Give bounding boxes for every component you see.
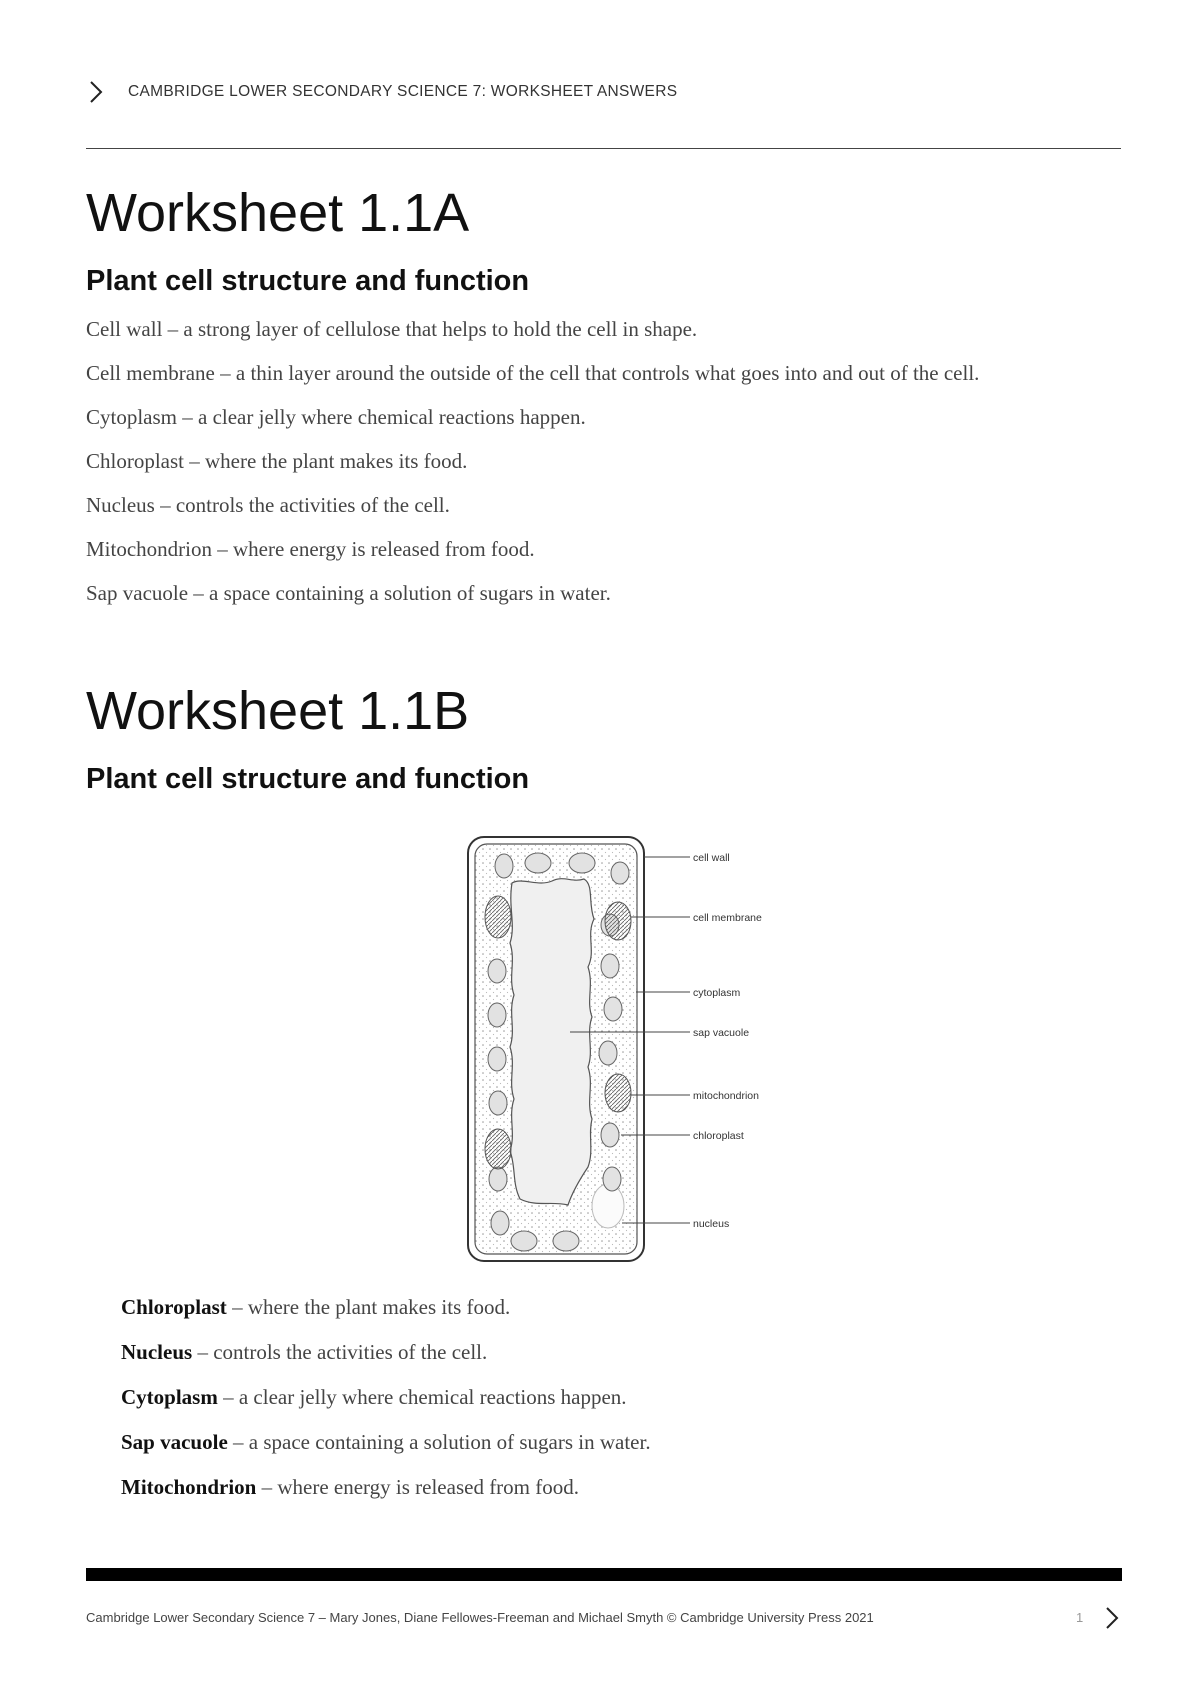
label-cell-wall: cell wall <box>693 852 730 864</box>
term: Sap vacuole <box>121 1430 228 1454</box>
definition: – where energy is released from food. <box>256 1475 580 1499</box>
chevron-right-icon <box>86 80 106 104</box>
definition-item <box>121 1291 1021 1324</box>
next-page-icon[interactable] <box>1104 1606 1120 1630</box>
worksheet-1-1a-title: Worksheet 1.1A <box>86 183 470 243</box>
definition-item <box>121 1426 1021 1459</box>
page-number: 1 <box>1076 1610 1084 1625</box>
definition-item <box>121 1336 1021 1369</box>
definition-item: Nucleus – controls the activities of the cell. <box>86 493 450 517</box>
definition: – a space containing a solution of sugars in water. <box>227 1430 651 1454</box>
term: Nucleus <box>121 1340 193 1364</box>
label-cytoplasm: cytoplasm <box>693 987 741 999</box>
label-sap-vacuole: sap vacuole <box>693 1027 750 1039</box>
definition-item: Cell wall – a strong layer of cellulose that helps to hold the cell in shape. <box>86 317 698 341</box>
term: Cytoplasm <box>121 1385 218 1409</box>
worksheet-1-1a-definitions <box>86 313 1076 621</box>
definition-item: Sap vacuole – a space containing a solution of sugars in water. <box>86 581 611 605</box>
definition: – a clear jelly where chemical reactions happen. <box>217 1385 627 1409</box>
worksheet-1-1b-subtitle: Plant cell structure and function <box>86 763 530 795</box>
sap-vacuole-shape <box>510 879 594 1205</box>
definition-item: Cell membrane – a thin layer around the outside of the cell that controls what goes into and out of the cell. <box>86 361 980 385</box>
definition-item <box>121 1471 1021 1504</box>
header-divider <box>86 148 1121 149</box>
header-title: CAMBRIDGE LOWER SECONDARY SCIENCE 7: WORKSHEET ANSWERS <box>128 83 678 100</box>
worksheet-1-1b-definitions <box>121 1291 1021 1516</box>
term: Chloroplast <box>121 1295 227 1319</box>
running-header <box>86 80 677 104</box>
definition-item <box>121 1381 1021 1414</box>
term: Mitochondrion <box>121 1475 257 1499</box>
definition-item: Chloroplast – where the plant makes its food. <box>86 449 468 473</box>
nucleus-shape <box>592 1184 624 1228</box>
worksheet-1-1b-title: Worksheet 1.1B <box>86 681 470 741</box>
footer-credit: Cambridge Lower Secondary Science 7 – Mary Jones, Diane Fellowes-Freeman and Michael Smyth © Cambridge University Press 2021 <box>86 1610 874 1625</box>
label-mitochondrion: mitochondrion <box>693 1090 759 1102</box>
definition: – where the plant makes its food. <box>226 1295 511 1319</box>
plant-cell-diagram <box>460 833 800 1273</box>
definition: – controls the activities of the cell. <box>192 1340 488 1364</box>
label-chloroplast: chloroplast <box>693 1130 744 1142</box>
worksheet-1-1a-subtitle: Plant cell structure and function <box>86 265 530 297</box>
label-cell-membrane: cell membrane <box>693 912 762 924</box>
footer-bar <box>86 1568 1122 1581</box>
definition-item: Cytoplasm – a clear jelly where chemical reactions happen. <box>86 405 586 429</box>
label-nucleus: nucleus <box>693 1218 730 1230</box>
definition-item: Mitochondrion – where energy is released from food. <box>86 537 535 561</box>
